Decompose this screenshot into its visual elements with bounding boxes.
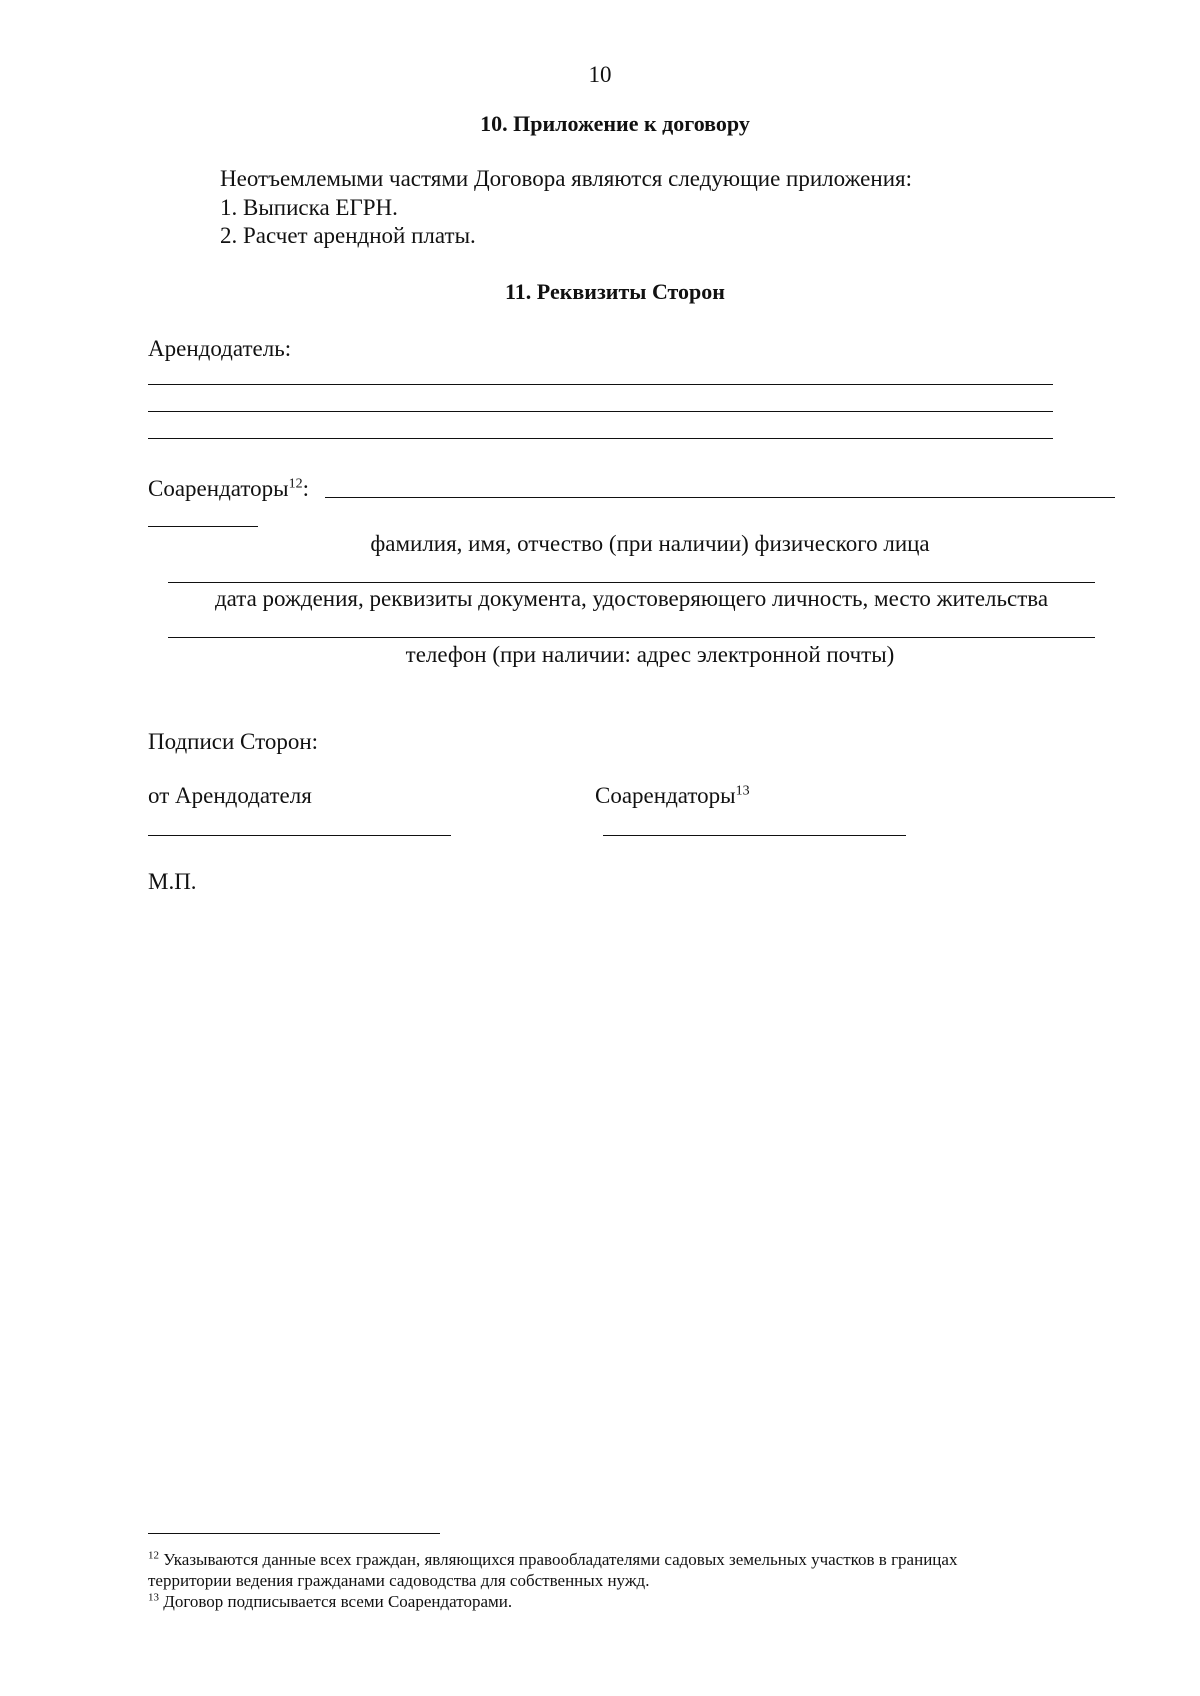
- cotenants-label-colon: :: [302, 476, 309, 501]
- footnote-13-number: 13: [148, 1591, 159, 1604]
- appendix-intro: Неотъемлемыми частями Договора являются следующие приложения:: [220, 166, 912, 191]
- landlord-details-line-1: [148, 384, 1053, 385]
- footnote-12: [148, 1549, 957, 1570]
- cotenants-signature-text: Соарендаторы: [595, 783, 736, 808]
- landlord-signature-line: [148, 835, 451, 836]
- cotenants-signature-line: [603, 835, 906, 836]
- cotenants-line-2: [168, 582, 1095, 583]
- landlord-signature-label: от Арендодателя: [148, 783, 312, 808]
- caption-contacts: телефон (при наличии: адрес электронной почты): [405, 642, 895, 667]
- cotenants-signature-label: [595, 782, 750, 810]
- signatures-title: Подписи Сторон:: [148, 729, 319, 754]
- footnote-13: [148, 1591, 512, 1612]
- footnote-12-line-2: территории ведения гражданами садоводства для собственных нужд.: [148, 1571, 650, 1590]
- footnote-12-number: 12: [148, 1549, 159, 1562]
- cotenants-label: [148, 475, 309, 503]
- cotenants-label-text: Соарендаторы: [148, 476, 289, 501]
- cotenants-line-3: [168, 637, 1095, 638]
- footnote-13-line-1: Договор подписывается всеми Соарендаторами.: [163, 1592, 513, 1611]
- footnote-ref-13: 13: [735, 783, 750, 799]
- footnote-12-line-1: Указываются данные всех граждан, являющихся правообладателями садовых земельных участков в границах: [163, 1550, 958, 1569]
- landlord-label: Арендодатель:: [148, 336, 292, 361]
- seal-placeholder: М.П.: [148, 869, 197, 894]
- landlord-details-line-2: [148, 411, 1053, 412]
- caption-full-name: фамилия, имя, отчество (при наличии) физического лица: [370, 531, 930, 556]
- section-10-heading: 10. Приложение к договору: [480, 111, 750, 136]
- cotenants-line-1: [325, 497, 1115, 498]
- page-number: 10: [588, 62, 612, 87]
- appendix-item-1: 1. Выписка ЕГРН.: [220, 195, 398, 220]
- footnote-separator: [148, 1533, 440, 1534]
- section-11-heading: 11. Реквизиты Сторон: [505, 279, 725, 304]
- cotenants-line-1-continuation: [148, 526, 258, 527]
- footnote-ref-12: 12: [288, 476, 303, 492]
- caption-personal-details: дата рождения, реквизиты документа, удостоверяющего личность, место жительства: [214, 586, 1049, 611]
- landlord-details-line-3: [148, 438, 1053, 439]
- appendix-item-2: 2. Расчет арендной платы.: [220, 223, 476, 248]
